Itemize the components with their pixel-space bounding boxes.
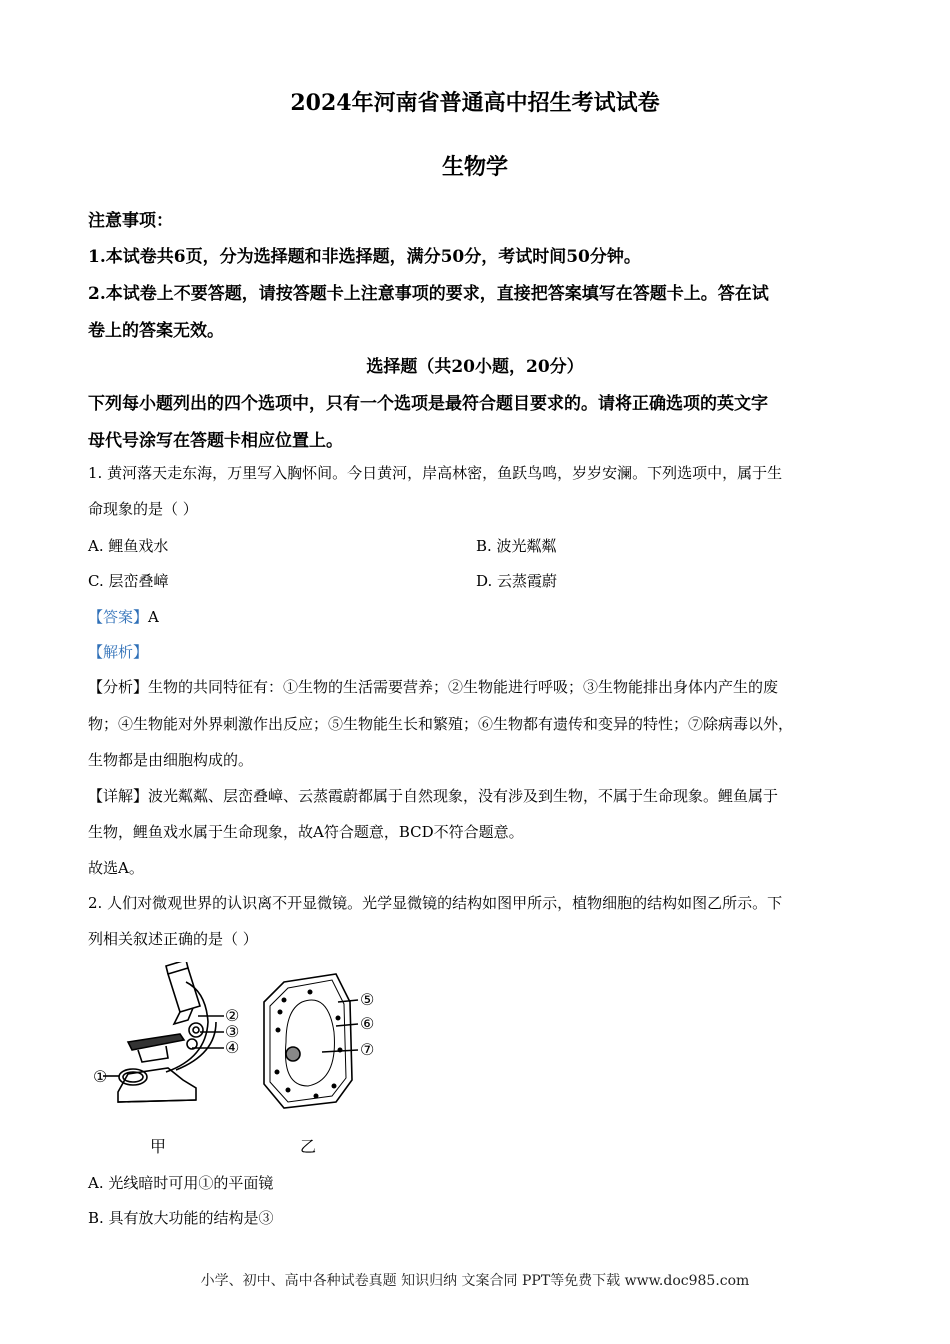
answer-value: A: [148, 608, 159, 626]
q2-figure: [88, 962, 388, 1162]
q2-option-a: A. 光线暗时可用①的平面镜: [88, 1174, 274, 1192]
fig-label-7: ⑦: [360, 1040, 375, 1059]
q1-conclusion: 故选A。: [88, 859, 144, 877]
fenxi-line2: 物；④生物能对外界刺激作出反应；⑤生物能生长和繁殖；⑥生物都有遗传和变异的特性；⑦除病毒以外，: [88, 715, 794, 733]
caption-jia: 甲: [150, 1137, 167, 1156]
page-footer: 小学、初中、高中各种试卷真题 知识归纳 文案合同 PPT等免费下载 www.doc985.com: [200, 1273, 750, 1289]
fenxi-line1: [88, 676, 778, 697]
xiangjie-tag: 【详解】: [88, 787, 149, 805]
note-1: 1.本试卷共6页，分为选择题和非选择题，满分50分，考试时间50分钟。: [88, 247, 641, 267]
xiangjie-line2: 生物，鲤鱼戏水属于生命现象，故A符合题意，BCD不符合题意。: [88, 823, 524, 841]
note-2-line2: 卷上的答案无效。: [88, 321, 224, 341]
exam-subject: 生物学: [441, 154, 508, 180]
fig-label-1: ①: [93, 1067, 108, 1086]
fig-label-3: ③: [225, 1022, 240, 1041]
q1-option-a: A. 鲤鱼戏水: [88, 537, 169, 555]
fenxi-tag: 【分析】: [88, 678, 149, 696]
section-title: 选择题（共20小题，20分）: [366, 357, 584, 377]
q1-option-d: D. 云蒸霞蔚: [476, 572, 558, 590]
xiangjie-line1: [88, 785, 778, 806]
q1-stem-line2: 命现象的是（ ）: [88, 500, 198, 518]
q2-stem-line1: 2. 人们对微观世界的认识离不开显微镜。光学显微镜的结构如图甲所示，植物细胞的结构如图乙所示。下: [88, 894, 783, 912]
section-instruction-line1: 下列每小题列出的四个选项中，只有一个选项是最符合题目要求的。请将正确选项的英文字: [88, 394, 768, 414]
fig-label-5: ⑤: [360, 990, 375, 1009]
caption-yi: 乙: [300, 1137, 317, 1156]
fig-label-4: ④: [225, 1038, 240, 1057]
xiangjie-text1: 波光粼粼、层峦叠嶂、云蒸霞蔚都属于自然现象，没有涉及到生物，不属于生命现象。鲤鱼属于: [148, 787, 779, 805]
q1-stem-line1: 1. 黄河落天走东海，万里写入胸怀间。今日黄河，岸高林密，鱼跃鸟鸣，岁岁安澜。下列选项中，属于生: [88, 464, 783, 482]
q2-option-b: B. 具有放大功能的结构是③: [88, 1209, 274, 1227]
q1-option-c: C. 层峦叠嶂: [88, 572, 169, 590]
exam-title: 2024年河南省普通高中招生考试试卷: [290, 90, 660, 116]
q1-answer: [88, 606, 159, 627]
fig-label-2: ②: [225, 1006, 240, 1025]
plant-cell-drawing: [264, 974, 358, 1108]
section-instruction-line2: 母代号涂写在答题卡相应位置上。: [88, 431, 343, 451]
answer-tag: 【答案】: [88, 608, 149, 626]
fenxi-text1: 生物的共同特征有：①生物的生活需要营养；②生物能进行呼吸；③生物能排出身体内产生的废: [148, 678, 779, 696]
note-2-line1: 2.本试卷上不要答题，请按答题卡上注意事项的要求，直接把答案填写在答题卡上。答在试: [88, 284, 769, 304]
q2-stem-line2: 列相关叙述正确的是（ ）: [88, 930, 258, 948]
microscope-drawing: [103, 962, 224, 1102]
fenxi-line3: 生物都是由细胞构成的。: [88, 751, 254, 769]
fig-label-6: ⑥: [360, 1014, 375, 1033]
analysis-tag: 【解析】: [88, 643, 149, 661]
notes-heading: 注意事项：: [88, 211, 173, 231]
q1-option-b: B. 波光粼粼: [476, 537, 557, 555]
